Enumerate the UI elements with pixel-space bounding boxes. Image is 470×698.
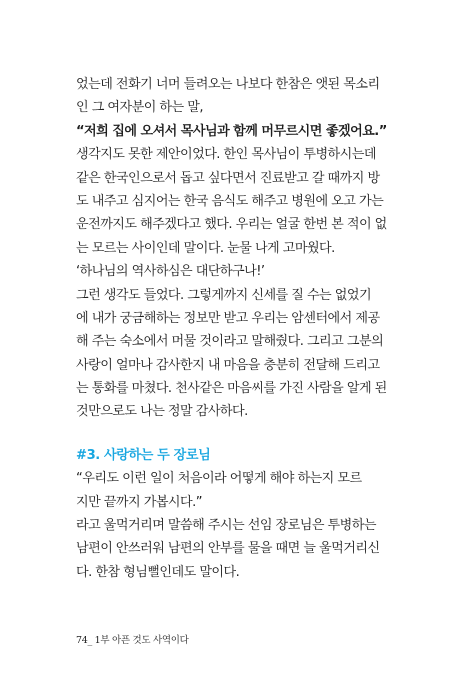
paragraph-2-line-1: 생각지도 못한 제안이었다. 한인 목사님이 투병하시는데 [76,147,376,163]
section-line-3: 라고 울먹거리며 말씀해 주시는 선임 장로님은 투병하는 [76,518,376,534]
quote-1-line-1: “저희 집에 오셔서 목사님과 함께 머무르시면 좋겠어요.” [76,123,387,139]
section-line-2: 지만 끝까지 가봅시다.” [76,494,202,510]
paragraph-2-line-5: 는 모르는 사이인데 말이다. 눈물 나게 고마웠다. [76,240,335,256]
section-line-4: 남편이 안쓰러워 남편의 안부를 물을 때면 늘 울먹거리신 [76,541,380,557]
paragraph-3-line-5: 는 통화를 마쳤다. 천사같은 마음씨를 가진 사람을 알게 된 [76,381,387,397]
paragraph-3-line-2: 에 내가 궁금해하는 정보만 받고 우리는 암센터에서 제공 [76,310,380,326]
paragraph-3-line-1: 그런 생각도 들었다. 그렇게까지 신세를 질 수는 없었기 [76,287,372,303]
paragraph-2-line-2: 같은 한국인으로서 돕고 싶다면서 진료받고 갈 때까지 방 [76,170,380,186]
paragraph-1-line-2: 인 그 여자분이 하는 말, [76,100,203,116]
paragraph-3-line-4: 사랑이 얼마나 감사한지 내 마음을 충분히 전달해 드리고 [76,357,380,373]
quote-2-line-1: ‘하나님의 역사하심은 대단하구나!’ [76,264,265,280]
paragraph-1-line-1: 었는데 전화기 너머 들려오는 나보다 한참은 앳된 목소리 [76,77,380,92]
paragraph-2-line-4: 운전까지도 해주겠다고 했다. 우리는 얼굴 한번 본 적이 없 [76,217,387,233]
paragraph-2-line-3: 도 내주고 심지어는 한국 음식도 해주고 병원에 오고 가는 [76,193,384,209]
section-line-5: 다. 한참 형님뻘인데도 말이다. [76,564,240,580]
section-line-1: “우리도 이런 일이 처음이라 어떻게 해야 하는지 모르 [76,471,362,487]
section-spacer [76,424,396,444]
page-folio: 74_ 1부 아픈 것도 사역이다 [76,635,189,646]
paragraph-3-line-6: 것만으로도 나는 정말 감사하다. [76,404,248,420]
section-heading: #3. 사랑하는 두 장로님 [76,447,211,463]
page-body [76,73,396,584]
paragraph-3-line-3: 해 주는 숙소에서 머물 것이라고 말해줬다. 그리고 그분의 [76,334,384,350]
